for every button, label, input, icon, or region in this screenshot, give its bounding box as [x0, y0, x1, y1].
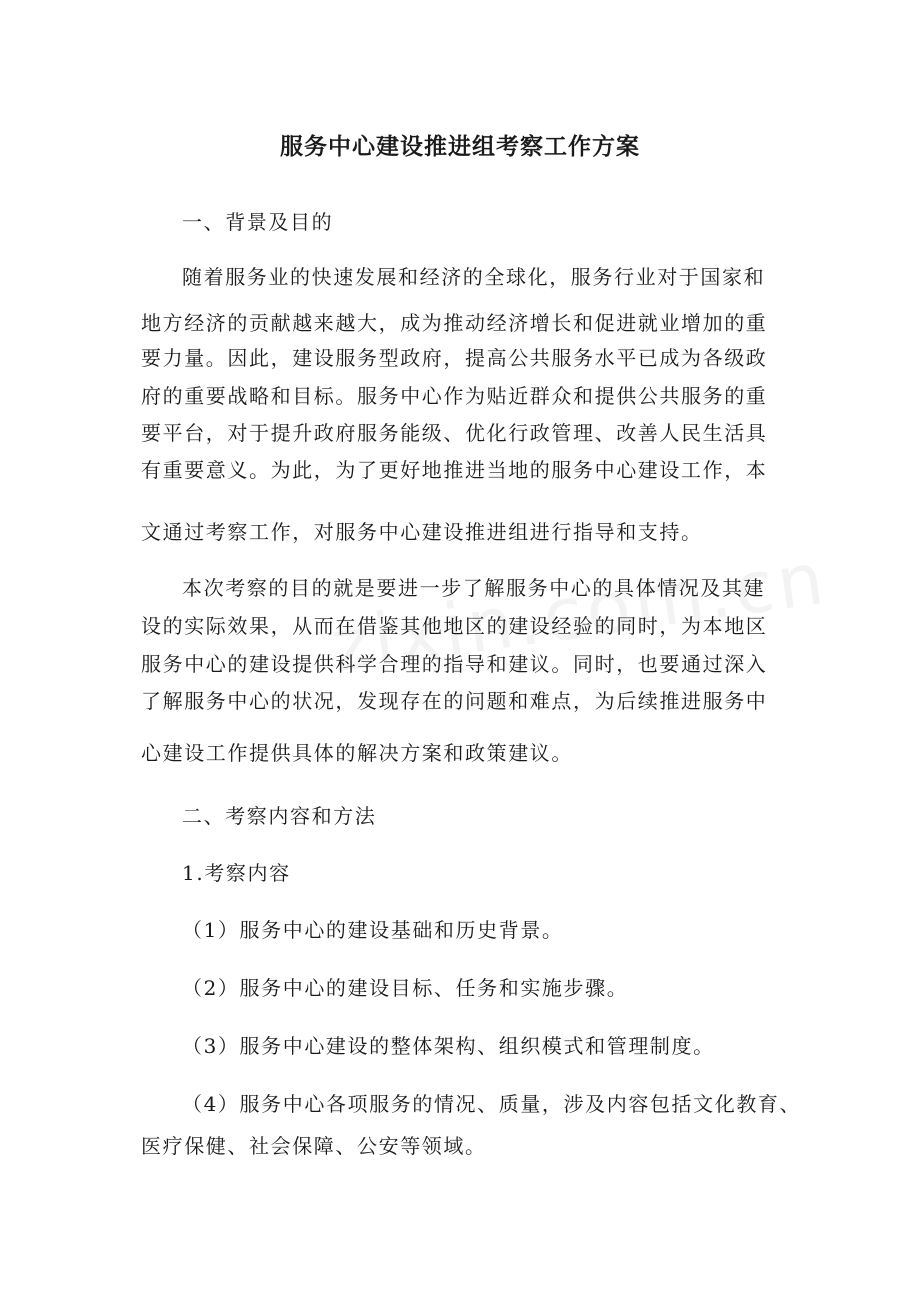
- paragraph-line: 有重要意义。为此，为了更好地推进当地的服务中心建设工作，本: [141, 458, 768, 482]
- paragraph-line: 设的实际效果，从而在借鉴其他地区的建设经验的同时，为本地区: [141, 614, 768, 638]
- paragraph-line: 随着服务业的快速发展和经济的全球化，服务行业对于国家和: [182, 265, 766, 289]
- paragraph-line: 地方经济的贡献越来越大，成为推动经济增长和促进就业增加的重: [141, 311, 768, 335]
- paragraph-line: 服务中心的建设提供科学合理的指导和建议。同时，也要通过深入: [141, 652, 768, 676]
- paragraph-line: 心建设工作提供具体的解决方案和政策建议。: [141, 741, 573, 765]
- list-item: （1）服务中心的建设基础和历史背景。: [182, 918, 564, 942]
- section-heading-background: 一、背景及目的: [182, 210, 334, 234]
- list-item: （3）服务中心建设的整体架构、组织模式和管理制度。: [182, 1034, 715, 1058]
- paragraph-line: 要力量。因此，建设服务型政府，提高公共服务水平已成为各级政: [141, 346, 768, 370]
- paragraph-line: 要平台，对于提升政府服务能级、优化行政管理、改善人民生活具: [141, 421, 768, 445]
- paragraph-line: 府的重要战略和目标。服务中心作为贴近群众和提供公共服务的重: [141, 384, 768, 408]
- list-item: （4）服务中心各项服务的情况、质量，涉及内容包括文化教育、: [182, 1092, 802, 1116]
- list-item-continuation: 医疗保健、社会保障、公安等领域。: [141, 1134, 487, 1158]
- paragraph-line: 本次考察的目的就是要进一步了解服务中心的具体情况及其建: [182, 576, 766, 600]
- paragraph-line: 了解服务中心的状况，发现存在的问题和难点，为后续推进服务中: [141, 689, 768, 713]
- document-title: 服务中心建设推进组考察工作方案: [280, 134, 640, 160]
- paragraph-line: 文通过考察工作，对服务中心建设推进组进行指导和支持。: [141, 520, 703, 544]
- list-item: （2）服务中心的建设目标、任务和实施步骤。: [182, 976, 629, 1000]
- section-heading-methods: 二、考察内容和方法: [182, 804, 377, 828]
- subsection-heading-content: 1.考察内容: [182, 861, 291, 885]
